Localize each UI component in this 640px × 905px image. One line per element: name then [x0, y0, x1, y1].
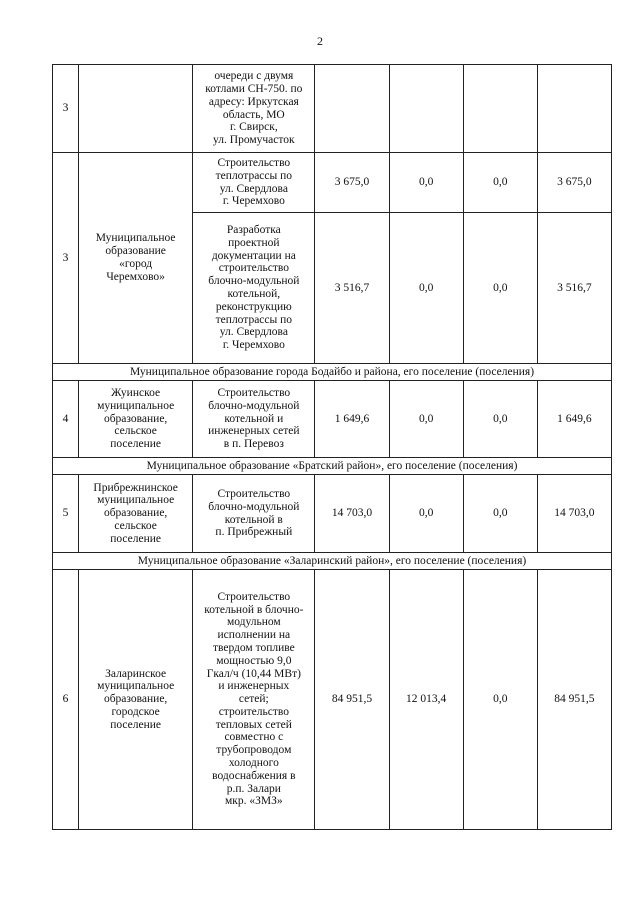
cell-text-line: Разработка	[226, 224, 281, 237]
table-row	[53, 153, 612, 213]
value-cell: 14 703,0	[315, 475, 389, 553]
section-title: Муниципальное образование «Братский район», его поселение (поселения)	[53, 458, 612, 475]
cell-text-line: г. Черемхово	[222, 195, 285, 208]
value-cell	[537, 65, 611, 153]
cell-text-line: документации на	[211, 249, 296, 262]
table-row	[53, 381, 612, 458]
value-cell: 84 951,5	[537, 570, 611, 830]
cell-text-line: Жуинское	[111, 387, 161, 399]
value-cell: 0,0	[463, 213, 537, 364]
cell-text-line: очереди с двумя	[214, 70, 294, 83]
cell-text-line: Строительство	[217, 156, 291, 169]
cell-text-line: теплотрассы по	[215, 313, 293, 326]
cell-text-line: модульном	[226, 616, 281, 629]
cell-text-line: ул. Промучасток	[213, 134, 295, 147]
object-cell	[193, 570, 315, 830]
municipality-cell	[79, 153, 193, 364]
value-cell	[389, 65, 463, 153]
municipality-cell	[79, 570, 193, 830]
cell-text-line: теплотрассы по	[215, 169, 293, 182]
table-row	[53, 475, 612, 553]
value-cell: 0,0	[389, 381, 463, 458]
cell-text-line: муниципальное	[97, 399, 175, 412]
cell-text-line: сетей;	[238, 693, 269, 706]
page-number: 2	[317, 34, 323, 48]
cell-text-line: «город	[119, 258, 153, 270]
row-number: 5	[53, 475, 79, 553]
cell-text-line: исполнении на	[217, 629, 291, 642]
object-cell	[193, 65, 315, 153]
cell-text-line: Гкал/ч (10,44 МВт)	[206, 667, 301, 680]
cell-text-line: реконструкцию	[215, 300, 292, 313]
value-cell: 1 649,6	[315, 381, 389, 458]
section-row	[53, 364, 612, 381]
value-cell	[315, 65, 389, 153]
cell-text-line: мощностью 9,0	[216, 654, 292, 667]
cell-text-line: поселение	[110, 532, 162, 545]
cell-text-line: ул. Свердлова	[219, 182, 288, 195]
cell-text-line: и инженерных	[218, 680, 290, 693]
cell-text-line: в п. Перевоз	[223, 438, 284, 451]
cell-text-line: образование,	[103, 693, 168, 706]
cell-text-line: Черемхово»	[106, 270, 165, 283]
cell-text-line: г. Черемхово	[222, 339, 285, 352]
cell-text-line: совместно с	[224, 731, 284, 744]
value-cell: 0,0	[463, 570, 537, 830]
cell-text-line: Строительство	[217, 487, 291, 500]
value-cell: 3 516,7	[315, 213, 389, 364]
section-title: Муниципальное образование города Бодайбо и района, его поселение (поселения)	[53, 364, 612, 381]
value-cell: 3 675,0	[315, 153, 389, 213]
cell-text-line: образование,	[103, 412, 168, 425]
cell-text-line: городское	[111, 705, 160, 718]
value-cell: 3 516,7	[537, 213, 611, 364]
value-cell: 3 675,0	[537, 153, 611, 213]
cell-text-line: г. Свирск,	[229, 121, 278, 134]
cell-text-line: водоснабжения в	[212, 769, 296, 782]
cell-text-line: образование,	[103, 507, 168, 520]
value-cell: 0,0	[389, 213, 463, 364]
cell-text-line: поселение	[110, 718, 162, 731]
cell-text-line: Строительство	[217, 590, 291, 603]
row-number: 4	[53, 381, 79, 458]
cell-text-line: сельское	[114, 519, 157, 532]
cell-text-line: Прибрежнинское	[93, 481, 178, 494]
cell-text-line: ул. Свердлова	[219, 326, 288, 339]
cell-text-line: Заларинское	[105, 667, 167, 680]
object-cell	[193, 381, 315, 458]
cell-text-line: котельной в	[224, 513, 283, 526]
object-cell	[193, 213, 315, 364]
value-cell: 0,0	[463, 153, 537, 213]
municipality-cell	[79, 475, 193, 553]
row-number: 3	[53, 65, 79, 153]
row-number: 3	[53, 153, 79, 364]
cell-text-line: р.п. Залари	[226, 782, 281, 795]
cell-text-line: строительство	[218, 262, 289, 275]
cell-text-line: котельной,	[227, 288, 281, 300]
cell-text-line: поселение	[110, 438, 162, 451]
funding-table	[52, 64, 612, 830]
value-cell: 84 951,5	[315, 570, 389, 830]
cell-text-line: инженерных сетей	[208, 425, 300, 438]
cell-text-line: сельское	[114, 425, 157, 438]
section-title: Муниципальное образование «Заларинский район», его поселение (поселения)	[53, 553, 612, 570]
municipality-cell	[79, 65, 193, 153]
cell-text-line: муниципальное	[97, 494, 175, 507]
cell-text-line: проектной	[228, 236, 280, 249]
section-row	[53, 553, 612, 570]
municipality-cell	[79, 381, 193, 458]
cell-text-line: образование	[105, 245, 166, 258]
cell-text-line: п. Прибрежный	[215, 526, 293, 539]
value-cell: 0,0	[389, 475, 463, 553]
value-cell: 14 703,0	[537, 475, 611, 553]
cell-text-line: котлами СН-750. по	[205, 82, 303, 95]
cell-text-line: котельной в блочно-	[204, 603, 304, 616]
section-row	[53, 458, 612, 475]
cell-text-line: твердом топливе	[212, 641, 295, 654]
value-cell: 0,0	[389, 153, 463, 213]
cell-text-line: тепловых сетей	[215, 718, 292, 731]
cell-text-line: блочно-модульной	[208, 275, 300, 288]
cell-text-line: Муниципальное	[95, 232, 176, 245]
cell-text-line: мкр. «ЗМЗ»	[225, 795, 283, 808]
object-cell	[193, 475, 315, 553]
cell-text-line: муниципальное	[97, 680, 175, 693]
row-number: 6	[53, 570, 79, 830]
cell-text-line: строительство	[218, 705, 289, 718]
table-row	[53, 570, 612, 830]
cell-text-line: блочно-модульной	[208, 500, 300, 513]
table-row	[53, 65, 612, 153]
value-cell	[463, 65, 537, 153]
object-cell	[193, 153, 315, 213]
cell-text-line: адресу: Иркутская	[208, 95, 299, 108]
value-cell: 12 013,4	[389, 570, 463, 830]
value-cell: 0,0	[463, 475, 537, 553]
cell-text-line: холодного	[228, 757, 279, 770]
value-cell: 0,0	[463, 381, 537, 458]
cell-text-line: трубопроводом	[216, 744, 292, 757]
cell-text-line: Строительство	[217, 387, 291, 399]
cell-text-line: область, МО	[222, 108, 285, 121]
cell-text-line: котельной и	[224, 412, 284, 425]
value-cell: 1 649,6	[537, 381, 611, 458]
cell-text-line: блочно-модульной	[208, 399, 300, 412]
